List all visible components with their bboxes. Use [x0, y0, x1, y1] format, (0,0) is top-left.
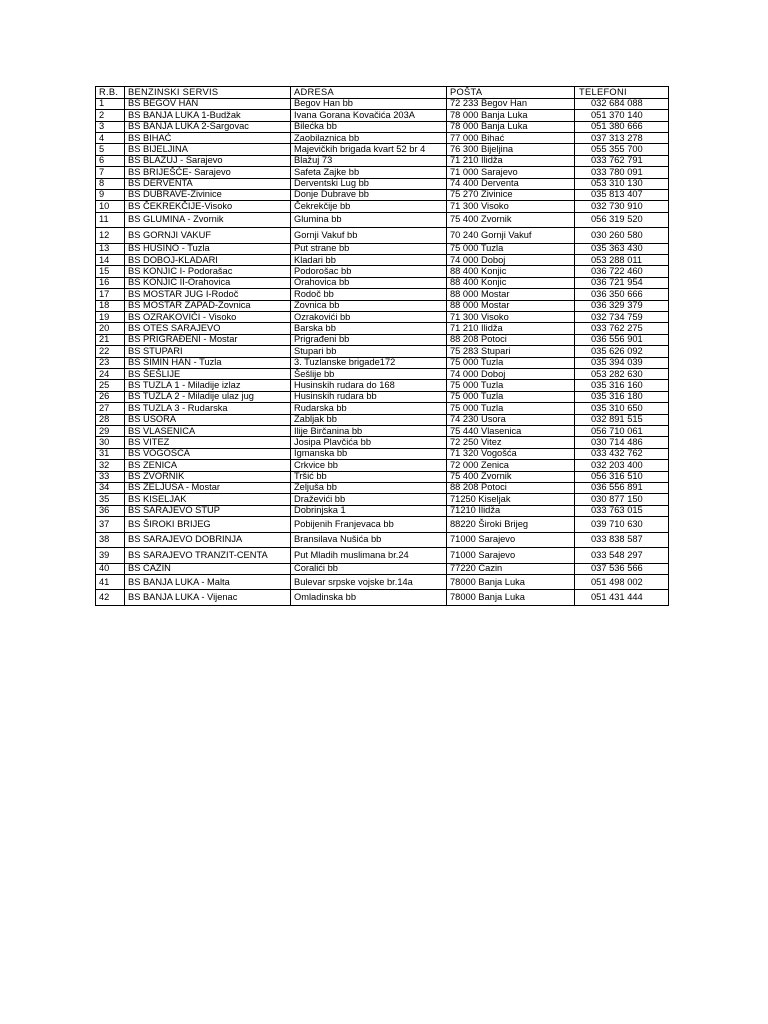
cell-rb: 5 [96, 144, 125, 155]
table-row [96, 289, 669, 300]
table-row [96, 425, 669, 436]
cell-post: 75 283 Stupari [447, 346, 575, 357]
cell-station: BS DOBOJ-KLADARI [125, 255, 291, 266]
cell-post: 75 440 Vlasenica [447, 425, 575, 436]
cell-rb: 8 [96, 178, 125, 189]
header-row [96, 87, 669, 99]
cell-station: BS OZRAKOVIĆI - Visoko [125, 312, 291, 323]
cell-station: BS KONJIC I- Podorašac [125, 266, 291, 277]
cell-rb: 2 [96, 110, 125, 121]
cell-post: 74 400 Derventa [447, 178, 575, 189]
cell-address: Dobrinjska 1 [291, 505, 447, 516]
cell-rb: 1 [96, 98, 125, 109]
cell-phone: 035 363 430 [575, 243, 669, 254]
cell-rb: 29 [96, 425, 125, 436]
cell-station: BS BEGOV HAN [125, 98, 291, 109]
cell-phone: 035 394 039 [575, 357, 669, 368]
cell-post: 71 210 Ilidža [447, 323, 575, 334]
cell-phone: 033 762 791 [575, 155, 669, 166]
cell-address: Žovnica bb [291, 300, 447, 311]
cell-phone: 035 626 092 [575, 346, 669, 357]
cell-post: 74 000 Doboj [447, 369, 575, 380]
cell-post: 77 000 Bihać [447, 132, 575, 143]
cell-station: BS BANJA LUKA 1-Budžak [125, 110, 291, 121]
cell-rb: 20 [96, 323, 125, 334]
cell-station: BS VITEZ [125, 437, 291, 448]
cell-phone: 051 370 140 [575, 110, 669, 121]
cell-rb: 11 [96, 212, 125, 228]
table-row [96, 532, 669, 548]
cell-post: 74 230 Usora [447, 414, 575, 425]
cell-address: Pobijenih Franjevaca bb [291, 517, 447, 533]
cell-rb: 14 [96, 255, 125, 266]
cell-address: Stupari bb [291, 346, 447, 357]
cell-address: Husinskih rudara bb [291, 391, 447, 402]
cell-address: Ilije Birčanina bb [291, 425, 447, 436]
cell-phone: 036 721 954 [575, 277, 669, 288]
table-row [96, 189, 669, 200]
cell-address: Draževići bb [291, 494, 447, 505]
cell-station: BS VLASENICA [125, 425, 291, 436]
table-row [96, 460, 669, 471]
table-row [96, 563, 669, 574]
cell-rb: 21 [96, 334, 125, 345]
cell-address: Tršić bb [291, 471, 447, 482]
table-row [96, 144, 669, 155]
cell-address: Husinskih rudara do 168 [291, 380, 447, 391]
table-row [96, 243, 669, 254]
cell-phone: 033 838 587 [575, 532, 669, 548]
table-row [96, 357, 669, 368]
cell-rb: 42 [96, 590, 125, 606]
cell-address: Donje Dubrave bb [291, 189, 447, 200]
cell-station: BS TUZLA 2 - Miladije ulaz jug [125, 391, 291, 402]
cell-station: BS ŠIROKI BRIJEG [125, 517, 291, 533]
cell-rb: 17 [96, 289, 125, 300]
cell-station: BS SIMIN HAN - Tuzla [125, 357, 291, 368]
table-row [96, 167, 669, 178]
cell-post: 75 000 Tuzla [447, 391, 575, 402]
cell-post: 78000 Banja Luka [447, 590, 575, 606]
cell-post: 71000 Sarajevo [447, 532, 575, 548]
cell-post: 71 000 Sarajevo [447, 167, 575, 178]
cell-address: Bilećka bb [291, 121, 447, 132]
cell-address: Majevičkih brigada kvart 52 br 4 [291, 144, 447, 155]
header-address: ADRESA [291, 87, 447, 99]
header-rb: R.B. [96, 87, 125, 99]
table-row [96, 574, 669, 590]
gas-stations-table [95, 86, 669, 606]
cell-phone: 056 316 510 [575, 471, 669, 482]
cell-station: BS SARAJEVO DOBRINJA [125, 532, 291, 548]
table-row [96, 178, 669, 189]
table-row [96, 380, 669, 391]
cell-phone: 039 710 630 [575, 517, 669, 533]
cell-station: BS TUZLA 1 - Miladije izlaz [125, 380, 291, 391]
cell-phone: 033 762 275 [575, 323, 669, 334]
cell-phone: 053 282 630 [575, 369, 669, 380]
cell-station: BS BIJELJINA [125, 144, 291, 155]
cell-address: Kladari bb [291, 255, 447, 266]
cell-phone: 036 350 666 [575, 289, 669, 300]
cell-phone: 032 203 400 [575, 460, 669, 471]
cell-station: BS DERVENTA [125, 178, 291, 189]
cell-rb: 41 [96, 574, 125, 590]
cell-post: 75 000 Tuzla [447, 380, 575, 391]
cell-address: Igmanska bb [291, 448, 447, 459]
cell-post: 88 000 Mostar [447, 300, 575, 311]
table-row [96, 403, 669, 414]
table-row [96, 505, 669, 516]
cell-phone: 037 536 566 [575, 563, 669, 574]
cell-station: BS KONJIC II-Orahovica [125, 277, 291, 288]
cell-post: 72 000 Zenica [447, 460, 575, 471]
cell-address: Orahovica bb [291, 277, 447, 288]
cell-address: Gornji Vakuf bb [291, 228, 447, 244]
table-row [96, 300, 669, 311]
cell-station: BS MOSTAR ZAPAD-Žovnica [125, 300, 291, 311]
cell-rb: 19 [96, 312, 125, 323]
cell-post: 88 208 Potoci [447, 482, 575, 493]
header-station: BENZINSKI SERVIS [125, 87, 291, 99]
cell-rb: 34 [96, 482, 125, 493]
table-row [96, 121, 669, 132]
table-row [96, 98, 669, 109]
cell-rb: 32 [96, 460, 125, 471]
cell-phone: 033 432 762 [575, 448, 669, 459]
cell-address: Josipa Plavčića bb [291, 437, 447, 448]
cell-phone: 036 556 891 [575, 482, 669, 493]
cell-post: 75 270 Živinice [447, 189, 575, 200]
cell-address: Podorošac bb [291, 266, 447, 277]
cell-address: Put strane bb [291, 243, 447, 254]
header-phone: TELEFONI [575, 87, 669, 99]
cell-post: 71250 Kiseljak [447, 494, 575, 505]
cell-rb: 22 [96, 346, 125, 357]
cell-station: BS BANJA LUKA - Malta [125, 574, 291, 590]
cell-rb: 13 [96, 243, 125, 254]
cell-phone: 032 730 910 [575, 201, 669, 212]
table-row [96, 590, 669, 606]
cell-rb: 10 [96, 201, 125, 212]
cell-address: 3. Tuzlanske brigade172 [291, 357, 447, 368]
cell-station: BS BLAŽUJ - Sarajevo [125, 155, 291, 166]
cell-station: BS GLUMINA - Zvornik [125, 212, 291, 228]
cell-address: Bransilava Nušića bb [291, 532, 447, 548]
table-row [96, 414, 669, 425]
table-row [96, 448, 669, 459]
table-row [96, 346, 669, 357]
cell-post: 78000 Banja Luka [447, 574, 575, 590]
table-row [96, 266, 669, 277]
table-row [96, 482, 669, 493]
cell-post: 88 400 Konjic [447, 277, 575, 288]
cell-phone: 053 310 130 [575, 178, 669, 189]
cell-station: BS BANJA LUKA 2-Šargovac [125, 121, 291, 132]
cell-post: 75 400 Zvornik [447, 212, 575, 228]
table-row [96, 155, 669, 166]
cell-post: 76 300 Bijeljina [447, 144, 575, 155]
cell-post: 71000 Sarajevo [447, 548, 575, 564]
table-row [96, 494, 669, 505]
cell-rb: 27 [96, 403, 125, 414]
cell-post: 75 400 Zvornik [447, 471, 575, 482]
cell-phone: 037 313 278 [575, 132, 669, 143]
cell-station: BS ZVORNIK [125, 471, 291, 482]
cell-station: BS USORA [125, 414, 291, 425]
cell-post: 88 000 Mostar [447, 289, 575, 300]
cell-phone: 032 891 515 [575, 414, 669, 425]
cell-phone: 032 734 759 [575, 312, 669, 323]
cell-rb: 6 [96, 155, 125, 166]
cell-phone: 030 877 150 [575, 494, 669, 505]
cell-post: 71 320 Vogošća [447, 448, 575, 459]
cell-rb: 37 [96, 517, 125, 533]
cell-address: Safeta Zajke bb [291, 167, 447, 178]
cell-station: BS DUBRAVE-Živinice [125, 189, 291, 200]
cell-address: Derventski Lug bb [291, 178, 447, 189]
cell-rb: 4 [96, 132, 125, 143]
cell-rb: 26 [96, 391, 125, 402]
cell-station: BS STUPARI [125, 346, 291, 357]
cell-post: 71210 Ilidža [447, 505, 575, 516]
cell-station: BS BIHAĆ [125, 132, 291, 143]
cell-post: 88220 Široki Brijeg [447, 517, 575, 533]
table-row [96, 255, 669, 266]
cell-post: 88 208 Potoci [447, 334, 575, 345]
cell-rb: 31 [96, 448, 125, 459]
table-row [96, 212, 669, 228]
cell-phone: 033 763 015 [575, 505, 669, 516]
cell-phone: 051 431 444 [575, 590, 669, 606]
cell-rb: 28 [96, 414, 125, 425]
cell-rb: 39 [96, 548, 125, 564]
cell-phone: 035 310 650 [575, 403, 669, 414]
cell-phone: 033 548 297 [575, 548, 669, 564]
cell-rb: 3 [96, 121, 125, 132]
cell-post: 71 210 Ilidža [447, 155, 575, 166]
cell-address: Blažuj 73 [291, 155, 447, 166]
cell-address: Ivana Gorana Kovačića 203A [291, 110, 447, 121]
cell-post: 72 233 Begov Han [447, 98, 575, 109]
cell-station: BS ŽELJUŠA - Mostar [125, 482, 291, 493]
cell-station: BS BRIJEŠĆE- Sarajevo [125, 167, 291, 178]
cell-phone: 035 316 180 [575, 391, 669, 402]
table-row [96, 277, 669, 288]
table-row [96, 312, 669, 323]
table-row [96, 369, 669, 380]
cell-phone: 036 329 379 [575, 300, 669, 311]
cell-rb: 24 [96, 369, 125, 380]
cell-station: BS PRIGRAĐENI - Mostar [125, 334, 291, 345]
cell-station: BS TUZLA 3 - Rudarska [125, 403, 291, 414]
cell-address: Bulevar srpske vojske br.14a [291, 574, 447, 590]
cell-phone: 035 813 407 [575, 189, 669, 200]
cell-station: BS ČEKREKČIJE-Visoko [125, 201, 291, 212]
cell-station: BS SARAJEVO TRANZIT-CENTA [125, 548, 291, 564]
cell-phone: 030 714 486 [575, 437, 669, 448]
cell-phone: 051 380 666 [575, 121, 669, 132]
cell-phone: 035 316 160 [575, 380, 669, 391]
table-row [96, 201, 669, 212]
cell-station: BS HUSINO - Tuzla [125, 243, 291, 254]
cell-post: 75 000 Tuzla [447, 243, 575, 254]
cell-address: Glumina bb [291, 212, 447, 228]
table-row [96, 132, 669, 143]
table-row [96, 334, 669, 345]
cell-address: Prigrađeni bb [291, 334, 447, 345]
cell-rb: 7 [96, 167, 125, 178]
cell-post: 78 000 Banja Luka [447, 121, 575, 132]
cell-address: Barska bb [291, 323, 447, 334]
cell-address: Željuša bb [291, 482, 447, 493]
cell-station: BS BANJA LUKA - Vijenac [125, 590, 291, 606]
cell-post: 74 000 Doboj [447, 255, 575, 266]
cell-station: BS ŠEŠLIJE [125, 369, 291, 380]
cell-rb: 33 [96, 471, 125, 482]
cell-post: 88 400 Konjic [447, 266, 575, 277]
table-row [96, 517, 669, 533]
cell-address: Put Mladih muslimana br.24 [291, 548, 447, 564]
cell-address: Omladinska bb [291, 590, 447, 606]
cell-post: 75 000 Tuzla [447, 357, 575, 368]
cell-phone: 032 684 088 [575, 98, 669, 109]
cell-address: Zaobilaznica bb [291, 132, 447, 143]
cell-rb: 36 [96, 505, 125, 516]
cell-post: 72 250 Vitez [447, 437, 575, 448]
cell-phone: 056 710 061 [575, 425, 669, 436]
cell-station: BS SARAJEVO STUP [125, 505, 291, 516]
cell-phone: 055 355 700 [575, 144, 669, 155]
cell-station: BS CAZIN [125, 563, 291, 574]
cell-address: Crkvice bb [291, 460, 447, 471]
cell-phone: 053 288 011 [575, 255, 669, 266]
cell-rb: 35 [96, 494, 125, 505]
cell-phone: 056 319 520 [575, 212, 669, 228]
cell-rb: 30 [96, 437, 125, 448]
cell-rb: 9 [96, 189, 125, 200]
table-row [96, 437, 669, 448]
cell-station: BS KISELJAK [125, 494, 291, 505]
cell-rb: 25 [96, 380, 125, 391]
cell-rb: 23 [96, 357, 125, 368]
cell-station: BS OTES SARAJEVO [125, 323, 291, 334]
cell-post: 71 300 Visoko [447, 312, 575, 323]
cell-address: Rudarska bb [291, 403, 447, 414]
cell-rb: 16 [96, 277, 125, 288]
table-row [96, 471, 669, 482]
cell-post: 70 240 Gornji Vakuf [447, 228, 575, 244]
cell-rb: 15 [96, 266, 125, 277]
table-row [96, 391, 669, 402]
cell-address: Ozrakovići bb [291, 312, 447, 323]
cell-address: Žabljak bb [291, 414, 447, 425]
cell-rb: 38 [96, 532, 125, 548]
table-row [96, 228, 669, 244]
cell-station: BS VOGOŠĆA [125, 448, 291, 459]
cell-post: 77220 Cazin [447, 563, 575, 574]
cell-post: 71 300 Visoko [447, 201, 575, 212]
header-post: POŠTA [447, 87, 575, 99]
cell-address: Šešlije bb [291, 369, 447, 380]
cell-address: Begov Han bb [291, 98, 447, 109]
cell-phone: 036 556 901 [575, 334, 669, 345]
cell-address: Rodoč bb [291, 289, 447, 300]
cell-station: BS MOSTAR JUG I-Rodoč [125, 289, 291, 300]
table-row [96, 323, 669, 334]
cell-post: 75 000 Tuzla [447, 403, 575, 414]
cell-phone: 051 498 002 [575, 574, 669, 590]
cell-post: 78 000 Banja Luka [447, 110, 575, 121]
table-row [96, 548, 669, 564]
cell-station: BS GORNJI VAKUF [125, 228, 291, 244]
cell-rb: 12 [96, 228, 125, 244]
cell-address: Ćoralići bb [291, 563, 447, 574]
table-row [96, 110, 669, 121]
cell-address: Čekrekčije bb [291, 201, 447, 212]
cell-rb: 40 [96, 563, 125, 574]
cell-phone: 036 722 460 [575, 266, 669, 277]
cell-rb: 18 [96, 300, 125, 311]
cell-station: BS ZENICA [125, 460, 291, 471]
cell-phone: 033 780 091 [575, 167, 669, 178]
cell-phone: 030 260 580 [575, 228, 669, 244]
